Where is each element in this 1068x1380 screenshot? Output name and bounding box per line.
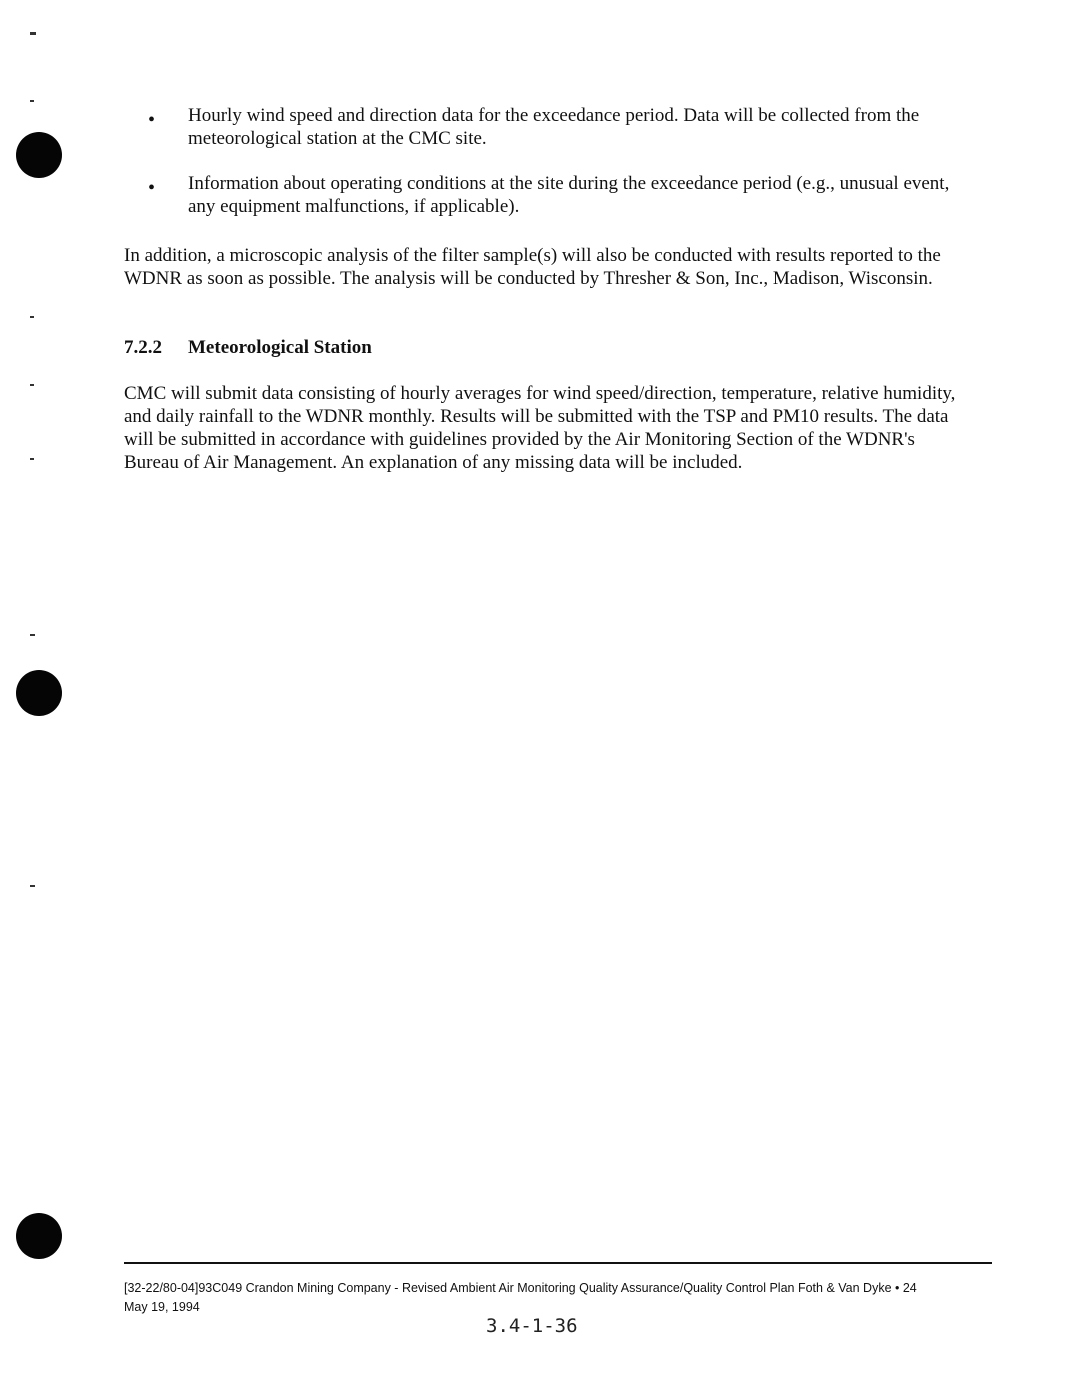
scan-edge-mark xyxy=(30,384,34,386)
scan-edge-mark xyxy=(30,316,34,318)
section-number: 7.2.2 xyxy=(124,337,162,358)
scan-edge-mark xyxy=(30,32,36,35)
footer-date: May 19, 1994 xyxy=(124,1300,200,1314)
page-stamp: 3.4-1-36 xyxy=(486,1315,578,1337)
scan-edge-mark xyxy=(30,100,34,102)
punch-hole-middle xyxy=(16,670,62,716)
footer-citation: [32-22/80-04]93C049 Crandon Mining Company - Revised Ambient Air Monitoring Quality Assurance/Quality Control Plan Foth & Van Dyke • 24 xyxy=(124,1281,917,1295)
microscopic-analysis-paragraph: In addition, a microscopic analysis of the filter sample(s) will also be conducted with results reported to the WDNR as soon as possible. The analysis will be conducted by Thresher & Son, Inc., Madison, Wisconsin. xyxy=(124,245,941,289)
footer-rule xyxy=(124,1262,992,1264)
punch-hole-top xyxy=(16,132,62,178)
bullet-symbol: • xyxy=(148,109,156,131)
section-heading xyxy=(124,337,372,359)
meteorological-station-paragraph: CMC will submit data consisting of hourly averages for wind speed/direction, temperature, relative humidity, and daily rainfall to the WDNR monthly. Results will be submitted with the TSP and PM10 results. The data will be submitted in accordance with guidelines provided by the Air Monitoring Section of the WDNR's Bureau of Air Management. An explanation of any missing data will be included. xyxy=(124,383,956,473)
scan-edge-mark xyxy=(30,458,34,460)
bullet-symbol: • xyxy=(148,177,156,199)
bullet-item-operating-conditions xyxy=(124,172,964,218)
punch-hole-bottom xyxy=(16,1213,62,1259)
scan-edge-mark xyxy=(30,634,35,636)
bullet-text: Hourly wind speed and direction data for the exceedance period. Data will be collected from the meteorological station at the CMC site. xyxy=(188,105,920,149)
section-title: Meteorological Station xyxy=(188,337,372,358)
bullet-text: Information about operating conditions at the site during the exceedance period (e.g., unusual event, any equipment malfunctions, if applicable). xyxy=(188,173,950,217)
scan-edge-mark xyxy=(30,885,35,887)
bullet-list xyxy=(124,104,964,240)
bullet-item-wind-data xyxy=(124,104,964,150)
